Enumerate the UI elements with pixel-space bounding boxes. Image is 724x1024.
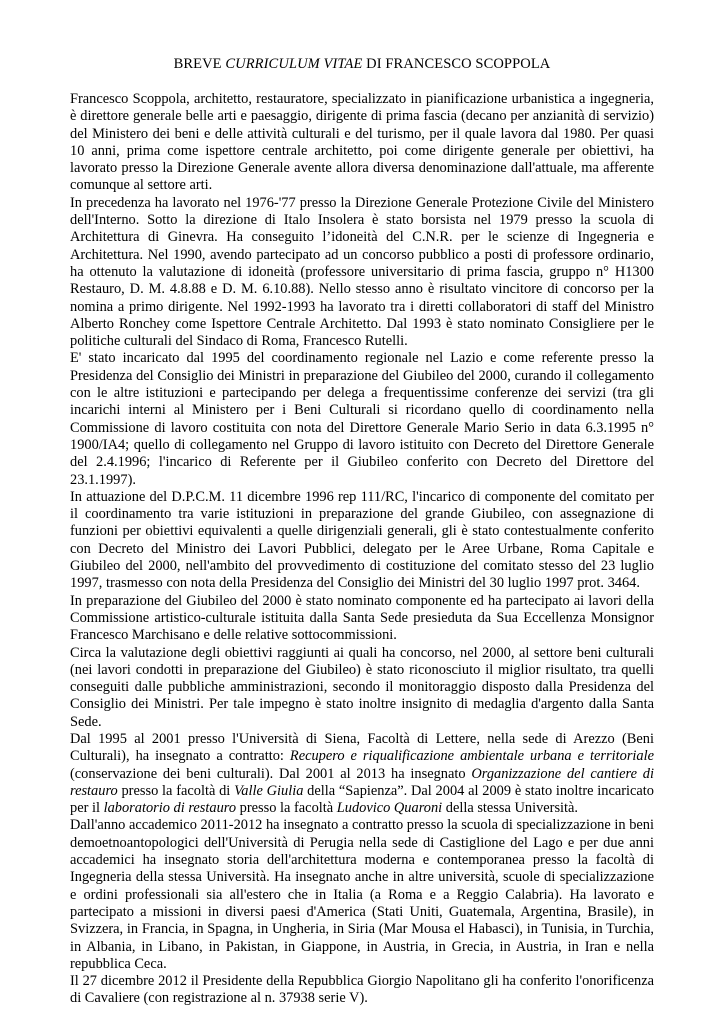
text-run: Dall'anno accademico 2011-2012 ha insegnato a contratto presso la scuola di specializzazione in beni demoetnoantopologici dell'Università di Perugia nella sede di Castiglione del Lago e per due anni accademici ha insegnato storia dell'architettura moderna e contemporanea presso la facoltà di Ingegneria della stessa Università. Ha insegnato anche in altre università, scuole di specializzazione e ordini professionali sia all'estero che in Italia (a Roma e a Reggio Calabria). Ha lavorato e partecipato a missioni in diversi paesi d'America (Stati Uniti, Guatemala, Argentina, Brasile), in Svizzera, in Francia, in Spagna, in Ungheria, in Siria (Mar Mousa el Habasci), in Tunisia, in Turchia, in Albania, in Libano, in Pakistan, in Giappone, in Austria, in Grecia, in Austria, in Iran e nella repubblica Ceca.: [70, 817, 654, 972]
italic-text: Recupero e riqualificazione ambientale urbana e territoriale: [289, 748, 654, 765]
paragraph: [70, 195, 654, 351]
text-run: Francesco Scoppola, architetto, restauratore, specializzato in pianificazione urbanistica a ingegneria, è direttore generale belle arti e paesaggio, dirigente di prima fascia (decano per anzianità di servizio) del Ministero dei beni e delle attività culturali e del turismo, per il quale lavora dal 1980. Per quasi 10 anni, prima come ispettore centrale architetto, poi come dirigente generale per obiettivi, ha lavorato presso la Direzione Generale avente allora diversa denominazione dall'attuale, ma afferente comunque al settore arti.: [70, 91, 654, 194]
paragraph: [70, 593, 654, 645]
text-run: Dal 1995 al 2001 presso l'Università di Siena, Facoltà di Lettere, nella sede di Arezzo (Beni Culturali), ha insegnato a contratto:: [70, 730, 654, 765]
paragraph: [70, 489, 654, 593]
paragraph: [70, 645, 654, 731]
title-italic: CURRICULUM VITAE: [225, 56, 363, 72]
text-run: Il 27 dicembre 2012 il Presidente della Repubblica Giorgio Napolitano gli ha conferito l'onorificenza di Cavaliere (con registrazione al n. 37938 serie V).: [70, 973, 654, 1007]
paragraph: [70, 350, 654, 488]
document-body: [70, 91, 654, 1008]
italic-text: Valle Giulia: [234, 782, 304, 799]
paragraph: [70, 731, 654, 817]
title-prefix: BREVE: [173, 56, 226, 72]
italic-text: laboratorio di restauro: [103, 800, 237, 817]
text-run: In attuazione del D.P.C.M. 11 dicembre 1996 rep 111/RC, l'incarico di componente del comitato per il coordinamento tra varie istituzioni in preparazione del grande Giubileo, con assegnazione di funzioni per obiettivi equivalenti a quelle dirigenziali generali, gli è stato contestualmente conferito con Decreto del Ministro dei Lavori Pubblici, delegato per le Aree Urbane, Roma Capitale e Giubileo del 2000, nell'ambito del provvedimento di costituzione del comitato stesso del 23 luglio 1997, trasmesso con nota della Presidenza del Consiglio dei Ministri del 30 luglio 1997 prot. 3464.: [70, 488, 654, 592]
italic-text: Organizzazione del cantiere di restauro: [70, 765, 654, 799]
text-run: della “Sapienza”. Dal 2004 al 2009 è stato inoltre incaricato per il: [70, 782, 654, 817]
document-title: [70, 56, 654, 73]
text-run: (conservazione dei beni culturali). Dal 2001 al 2013 ha insegnato: [70, 765, 472, 782]
paragraph: [70, 817, 654, 973]
text-run: della stessa Università.: [442, 800, 579, 817]
paragraph: [70, 973, 654, 1008]
paragraph: [70, 91, 654, 195]
text-run: In precedenza ha lavorato nel 1976-'77 presso la Direzione Generale Protezione Civile del Ministero dell'Interno. Sotto la direzione di Italo Insolera è stato borsista nel 1979 presso la scuola di Architettura di Ginevra. Ha conseguito l’idoneità del C.N.R. per le scienze di Ingegneria e Architettura. Nel 1990, avendo partecipato ad un concorso pubblico a posti di professore ordinario, ha ottenuto la valutazione di idoneità (professore universitario di prima fascia, gruppo n° H1300 Restauro, D. M. 4.8.88 e D. M. 6.10.88). Nello stesso anno è risultato vincitore di concorso per la nomina a primo dirigente. Nel 1992-1993 ha lavorato tra i diretti collaboratori di staff del Ministro Alberto Ronchey come Ispettore Centrale Architetto. Dal 1993 è stato nominato Consigliere per le politiche culturali del Sindaco di Roma, Francesco Rutelli.: [70, 194, 654, 350]
text-run: Circa la valutazione degli obiettivi raggiunti ai quali ha concorso, nel 2000, al settore beni culturali (nei lavori condotti in preparazione del Giubileo) è stato riconosciuto il miglior risultato, tra quelli conseguiti dalle pubbliche amministrazioni, secondo il monitoraggio disposto dalla Presidenza del Consiglio dei Ministri. Per tale impegno è stato inoltre insignito di medaglia d'argento dalla Santa Sede.: [70, 644, 654, 730]
italic-text: Ludovico Quaroni: [336, 800, 443, 817]
title-suffix: DI FRANCESCO SCOPPOLA: [362, 56, 551, 72]
text-run: presso la facoltà di: [117, 782, 235, 799]
text-run: presso la facoltà: [236, 800, 337, 817]
text-run: In preparazione del Giubileo del 2000 è stato nominato componente ed ha partecipato ai lavori della Commissione artistico-culturale istituita dalla Santa Sede presieduta da Sua Eccellenza Monsignor Francesco Marchisano e delle relative sottocommissioni.: [70, 592, 654, 644]
text-run: E' stato incaricato dal 1995 del coordinamento regionale nel Lazio e come referente presso la Presidenza del Consiglio dei Ministri in preparazione del Giubileo del 2000, curando il collegamento con le altre istituzioni e partecipando per delega a frequentissime conferenze dei servizi (tra gli incarichi interni al Ministero per i Beni Culturali si ricordano quello di coordinamento nella Commissione di lavoro costituita con nota del Direttore Generale Mario Serio in data 6.3.1995 n° 1900/IA4; quello di collegamento nel Gruppo di lavoro istituito con Decreto del Direttore Generale del 2.4.1996; l'incarico di Referente per il Giubileo conferito con Decreto del Direttore del 23.1.1997).: [70, 350, 654, 488]
